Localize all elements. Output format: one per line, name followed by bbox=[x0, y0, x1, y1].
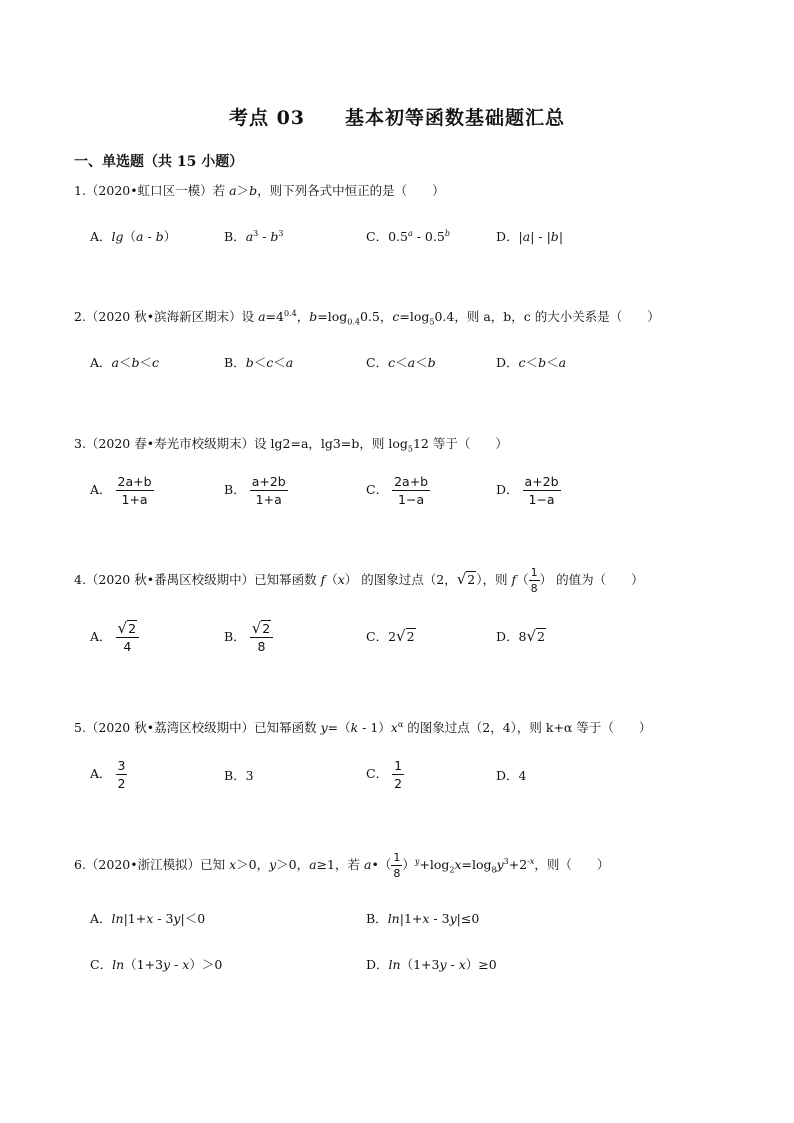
question-4-stem: 4.（2020 秋•番禺区校级期中）已知幂函数 f（x） 的图象过点（2， √ 2 ），则 f（ $\frac{1}{8}$ ） 的值为（ ） bbox=[74, 566, 644, 595]
question-6-option-c[interactable]: C．ln（1+3y - x）＞0 bbox=[90, 957, 223, 972]
question-3-option-b[interactable]: B． $\frac{a+2b}{1+a}$ bbox=[224, 474, 286, 507]
question-3-option-a[interactable]: A． $\frac{2a+b}{1+a}$ bbox=[90, 474, 152, 507]
question-1-option-d[interactable]: D．|a| - |b| bbox=[496, 229, 564, 244]
question-6-stem: 6.（2020•浙江模拟）已知 x＞0，y＞0，a≥1，若 a•（ $\frac{1}{8}$ ）$^y+\log_2x=\log_8y^3+2^{-x}$，则（ ） bbox=[74, 851, 610, 880]
question-5-option-d[interactable]: D．4 bbox=[496, 768, 527, 783]
question-1-stem: 1.（2020•虹口区一模）若 a＞b，则下列各式中恒正的是（ ） bbox=[74, 183, 445, 198]
question-2-stem: 2.（2020 秋•滨海新区期末）设 $a=4^{0.4}$，$b=\log_{0.4}0.5$，$c=\log_50.4$，则 a，b，c 的大小关系是（ ） bbox=[74, 308, 660, 327]
question-5-option-c[interactable]: C． $\frac{1}{2}$ bbox=[366, 758, 403, 791]
question-3-option-c[interactable]: C． $\frac{2a+b}{1-a}$ bbox=[366, 474, 429, 507]
question-6-option-d[interactable]: D．ln（1+3y - x）≥0 bbox=[366, 957, 497, 972]
question-6-option-b[interactable]: B．ln|1+x - 3y|≤0 bbox=[366, 911, 480, 926]
question-4-option-a[interactable]: A． √ 2 4 bbox=[90, 620, 139, 654]
question-1-option-b[interactable]: B．$a^3 - b^3$ bbox=[224, 228, 284, 244]
question-2-option-d[interactable]: D．c＜b＜a bbox=[496, 355, 567, 370]
question-6-option-a[interactable]: A．ln|1+x - 3y|＜0 bbox=[90, 911, 206, 926]
question-5-option-b[interactable]: B．3 bbox=[224, 768, 254, 783]
question-3-option-d[interactable]: D． $\frac{a+2b}{1-a}$ bbox=[496, 474, 559, 507]
question-2-option-c[interactable]: C．c＜a＜b bbox=[366, 355, 436, 370]
page-title: 考点 03 基本初等函数基础题汇总 bbox=[228, 107, 566, 129]
question-2-option-a[interactable]: A．a＜b＜c bbox=[90, 355, 160, 370]
question-4-option-d[interactable]: D．8 √ 2 bbox=[496, 627, 545, 645]
question-1-option-c[interactable]: C．0.5$^a$ - 0.5$^b$ bbox=[366, 228, 450, 244]
question-1-option-a[interactable]: A．lg（a - b） bbox=[90, 229, 177, 244]
question-5-option-a[interactable]: A． $\frac{3}{2}$ bbox=[90, 758, 126, 791]
section-heading: 一、单选题（共 15 小题） bbox=[74, 154, 244, 170]
question-3-stem: 3.（2020 春•寿光市校级期末）设 lg2=a，lg3=b，则 $\log_512$ 等于（ ） bbox=[74, 436, 508, 454]
question-4-option-c[interactable]: C．2 √ 2 bbox=[366, 627, 415, 645]
question-2-option-b[interactable]: B．b＜c＜a bbox=[224, 355, 294, 370]
question-4-option-b[interactable]: B． √ 2 8 bbox=[224, 620, 273, 654]
question-5-stem: 5.（2020 秋•荔湾区校级期中）已知幂函数 $y=(k - 1)x^\alpha$ 的图象过点（2，4），则 k+α 等于（ ） bbox=[74, 719, 652, 735]
